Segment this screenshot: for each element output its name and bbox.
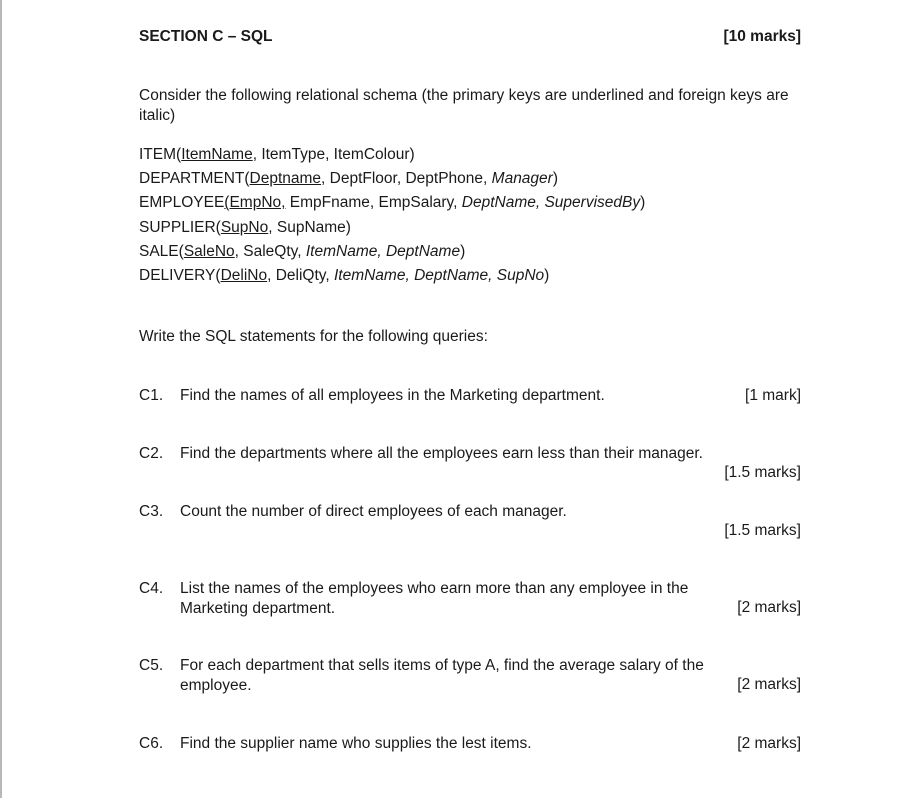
section-header [139,28,801,48]
question-number: C3. [139,503,164,520]
intro-paragraph: Consider the following relational schema (the primary keys are underlined and foreign keys are italic) [139,87,789,124]
close-paren: ) [460,242,466,260]
schema-department: DEPARTMENT(Deptname, DeptFloor, DeptPhone, Manager) [139,170,559,188]
relation-name: SUPPLIER [139,218,216,236]
relational-schema [139,143,645,288]
question-text: Find the names of all employees in the Marketing department. [180,387,605,404]
question-marks: [1 mark] [745,387,801,404]
attributes: , ItemType, ItemColour [252,146,410,163]
question-text: Find the supplier name who supplies the lest items. [180,735,532,752]
schema-delivery: DELIVERY(DeliNo, DeliQty, ItemName, DeptName, SupNo) [139,267,550,285]
close-paren: ) [409,146,415,163]
schema-employee: EMPLOYEE(EmpNo, EmpFname, EmpSalary, DeptName, SupervisedBy) [139,194,646,212]
question-number: C1. [139,387,164,404]
attributes: , SaleQty, [234,242,306,260]
question-marks: [2 marks] [737,735,801,752]
close-paren: ) [640,194,646,212]
schema-supplier: SUPPLIER(SupNo, SupName) [139,218,351,236]
primary-key: EmpNo, [229,194,286,212]
relation-name: SALE [139,242,179,260]
question-text: Find the departments where all the employees earn less than their manager. [180,445,703,462]
foreign-keys: Manager [491,170,553,188]
question-text: For each department that sells items of type A, find the average salary of the employee. [180,657,704,694]
question-number: C6. [139,735,164,752]
attributes: , SupName [268,218,346,236]
question-c6 [139,734,801,754]
primary-key: SaleNo [183,242,235,260]
foreign-keys: DeptName, SupervisedBy [461,194,641,212]
primary-key: Deptname [249,170,322,188]
schema-sale: SALE(SaleNo, SaleQty, ItemName, DeptName) [139,242,466,260]
question-text: List the names of the employees who earn more than any employee in the Marketing department. [180,580,689,617]
attributes: EmpFname, EmpSalary, [285,194,462,212]
close-paren: ) [544,267,550,285]
relation-name: ITEM [139,146,177,163]
page-border [0,0,2,798]
relation-name: EMPLOYEE [139,194,225,212]
attributes: , DeliQty, [267,267,334,285]
foreign-keys: ItemName, DeptName [305,242,461,260]
close-paren: ) [345,218,351,236]
question-number: C5. [139,657,164,674]
question-c2 [139,444,801,484]
foreign-keys: ItemName, DeptName, SupNo [333,267,545,285]
relation-name: DELIVERY [139,267,216,285]
question-marks: [2 marks] [737,599,801,616]
document-page [139,0,801,798]
primary-key: DeliNo [220,267,268,285]
section-marks: [10 marks] [723,28,801,45]
question-marks: [1.5 marks] [724,522,801,539]
question-marks: [2 marks] [737,676,801,693]
question-number: C4. [139,580,164,597]
relation-name: DEPARTMENT [139,170,245,188]
question-c4 [139,579,801,619]
question-c5 [139,656,801,696]
section-title: SECTION C – SQL [139,28,273,45]
question-number: C2. [139,445,164,462]
attributes: , DeptFloor, DeptPhone, [321,170,492,188]
question-text: Count the number of direct employees of each manager. [180,503,567,520]
question-c3 [139,502,801,542]
schema-item: ITEM(ItemName, ItemType, ItemColour) [139,146,415,163]
close-paren: ) [552,170,559,188]
question-c1 [139,386,801,406]
primary-key: ItemName [181,146,253,163]
question-marks: [1.5 marks] [724,464,801,481]
primary-key: SupNo [220,218,269,236]
instruction-text: Write the SQL statements for the following queries: [139,328,488,345]
